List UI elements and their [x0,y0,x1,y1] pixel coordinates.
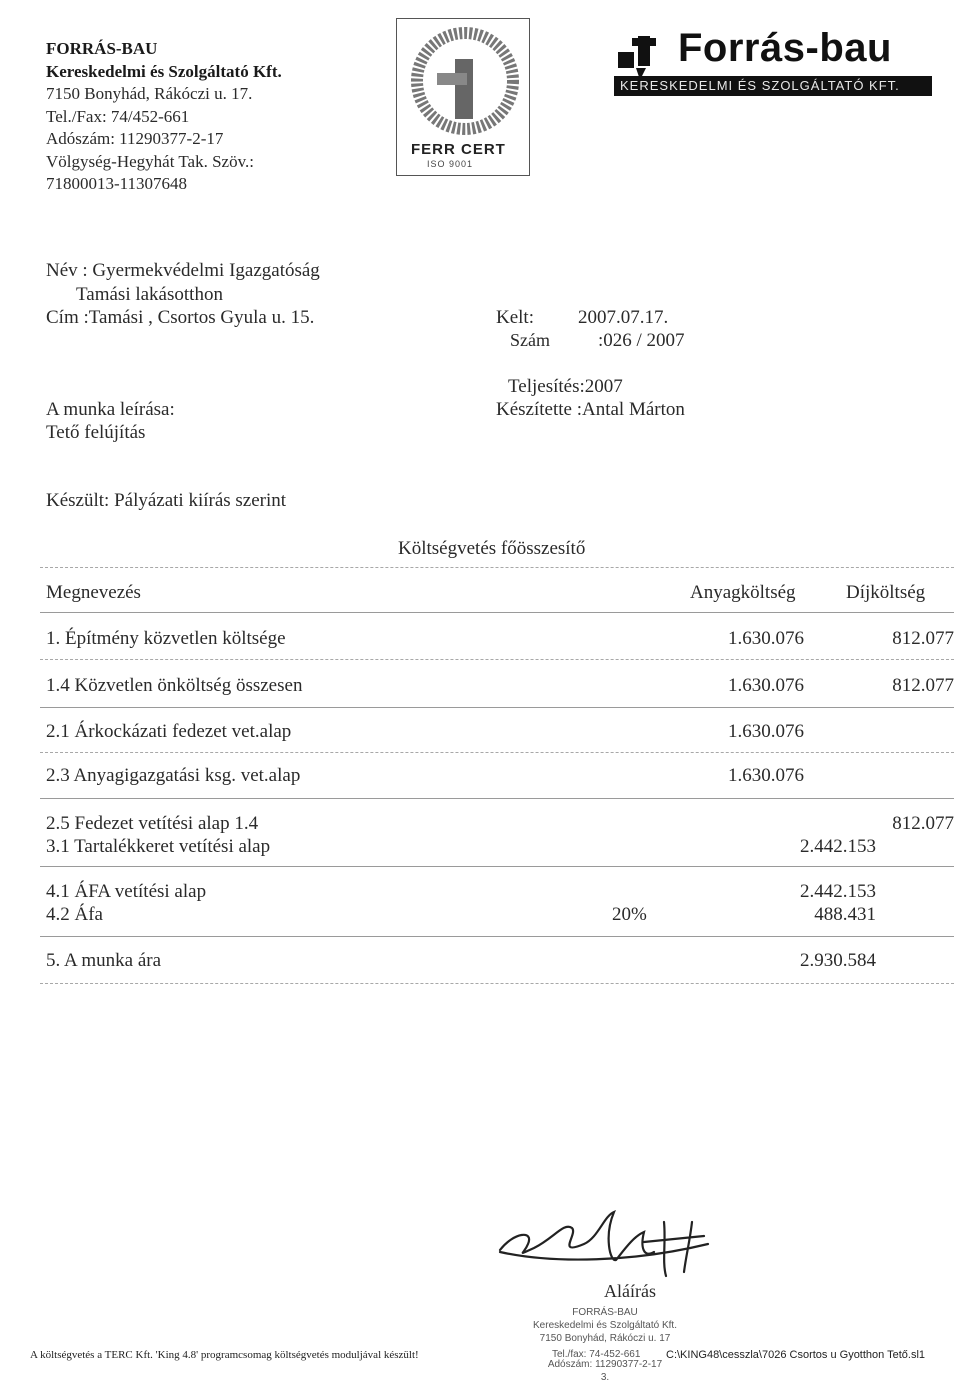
row-label: 2.3 Anyagigazgatási ksg. vet.alap [46,765,301,786]
row-fee: 812.077 [892,675,954,696]
row-fee: 812.077 [892,628,954,649]
stamp-line: FORRÁS-BAU [572,1307,638,1318]
row-value: 2.442.153 [800,836,876,857]
row-fee: 812.077 [892,813,954,834]
divider [40,612,954,613]
company-address: 7150 Bonyhád, Rákóczi u. 17. [46,84,253,103]
client-name: Név : Gyermekvédelmi Igazgatóság [46,260,320,281]
teljesites: Teljesítés:2007 [508,376,623,397]
divider [40,659,954,660]
header-name: Megnevezés [46,582,141,603]
header-material: Anyagköltség [690,582,796,603]
row-value: 2.442.153 [800,881,876,902]
row-label: 2.1 Árkockázati fedezet vet.alap [46,721,292,742]
keszitette: Készítette :Antal Márton [496,399,685,420]
brand-name: Forrás-bau [678,26,892,70]
stamp-line: Tel./fax: 74-452-661 [552,1349,641,1360]
company-name: FORRÁS-BAU [46,39,158,58]
company-telfax: Tel./Fax: 74/452-661 [46,106,190,126]
signature-image [494,1192,714,1292]
row-material: 1.630.076 [728,721,804,742]
company-type: Kereskedelmi és Szolgáltató Kft. [46,61,282,81]
row-material: 1.630.076 [728,675,804,696]
row-value: 488.431 [814,904,876,925]
stamp-line: Adószám: 11290377-2-17 [547,1359,663,1370]
summary-title: Költségvetés főösszesítő [398,538,586,559]
company-taxno: Adószám: 11290377-2-17 [46,129,224,148]
row-material: 1.630.076 [728,628,804,649]
row-value: 2.930.584 [800,950,876,971]
szam-label: Szám [510,330,550,350]
row-label: 1.4 Közvetlen önköltség összesen [46,675,303,696]
company-stamp [480,1306,730,1384]
divider [40,983,954,984]
row-label: 2.5 Fedezet vetítési alap 1.4 [46,813,259,834]
work-label: A munka leírása: [46,399,175,420]
kelt-value: 2007.07.17. [578,307,669,328]
client-address: Cím :Tamási , Csortos Gyula u. 15. [46,307,315,328]
company-account: 71800013-11307648 [46,174,188,193]
cert-logo [396,18,530,176]
stamp-line: Kereskedelmi és Szolgáltató Kft. [533,1320,677,1331]
row-label: 4.1 ÁFA vetítési alap [46,881,207,902]
footer-note: A költségvetés a TERC Kft. 'King 4.8' programcsomag költségvetés moduljával készült! [30,1349,419,1361]
stamp-line: 3. [600,1372,610,1383]
cert-sub: ISO 9001 [427,159,474,169]
divider [40,752,954,753]
divider [40,567,954,568]
row-material: 1.630.076 [728,765,804,786]
stamp-line: 7150 Bonyhád, Rákóczi u. 17 [539,1333,671,1344]
row-label: 3.1 Tartalékkeret vetítési alap [46,836,271,857]
divider [40,798,954,799]
szam-value: :026 / 2007 [598,330,685,351]
divider [40,936,954,937]
row-pct: 20% [612,904,647,925]
cert-name: FERR CERT [411,141,506,158]
brand-tagline: KERESKEDELMI ÉS SZOLGÁLTATÓ KFT. [620,78,900,93]
signature-label: Aláírás [604,1281,656,1301]
divider [40,866,954,867]
divider [40,707,954,708]
prepared-note: Készült: Pályázati kiírás szerint [46,490,287,511]
work-value: Tető felújítás [46,422,146,443]
company-bank: Völgység-Hegyhát Tak. Szöv.: [46,151,254,171]
footer-path: C:\KING48\cesszla\7026 Csortos u Gyotthon Tető.sl1 [666,1349,926,1361]
brand-tagline-bar [614,76,932,96]
company-block [46,38,282,196]
row-label: 4.2 Áfa [46,904,103,925]
row-label: 1. Építmény közvetlen költsége [46,628,286,649]
header-fee: Díjköltség [846,582,926,603]
client-name-2: Tamási lakásotthon [76,284,223,305]
kelt-label: Kelt: [496,307,534,328]
row-label: 5. A munka ára [46,950,162,971]
